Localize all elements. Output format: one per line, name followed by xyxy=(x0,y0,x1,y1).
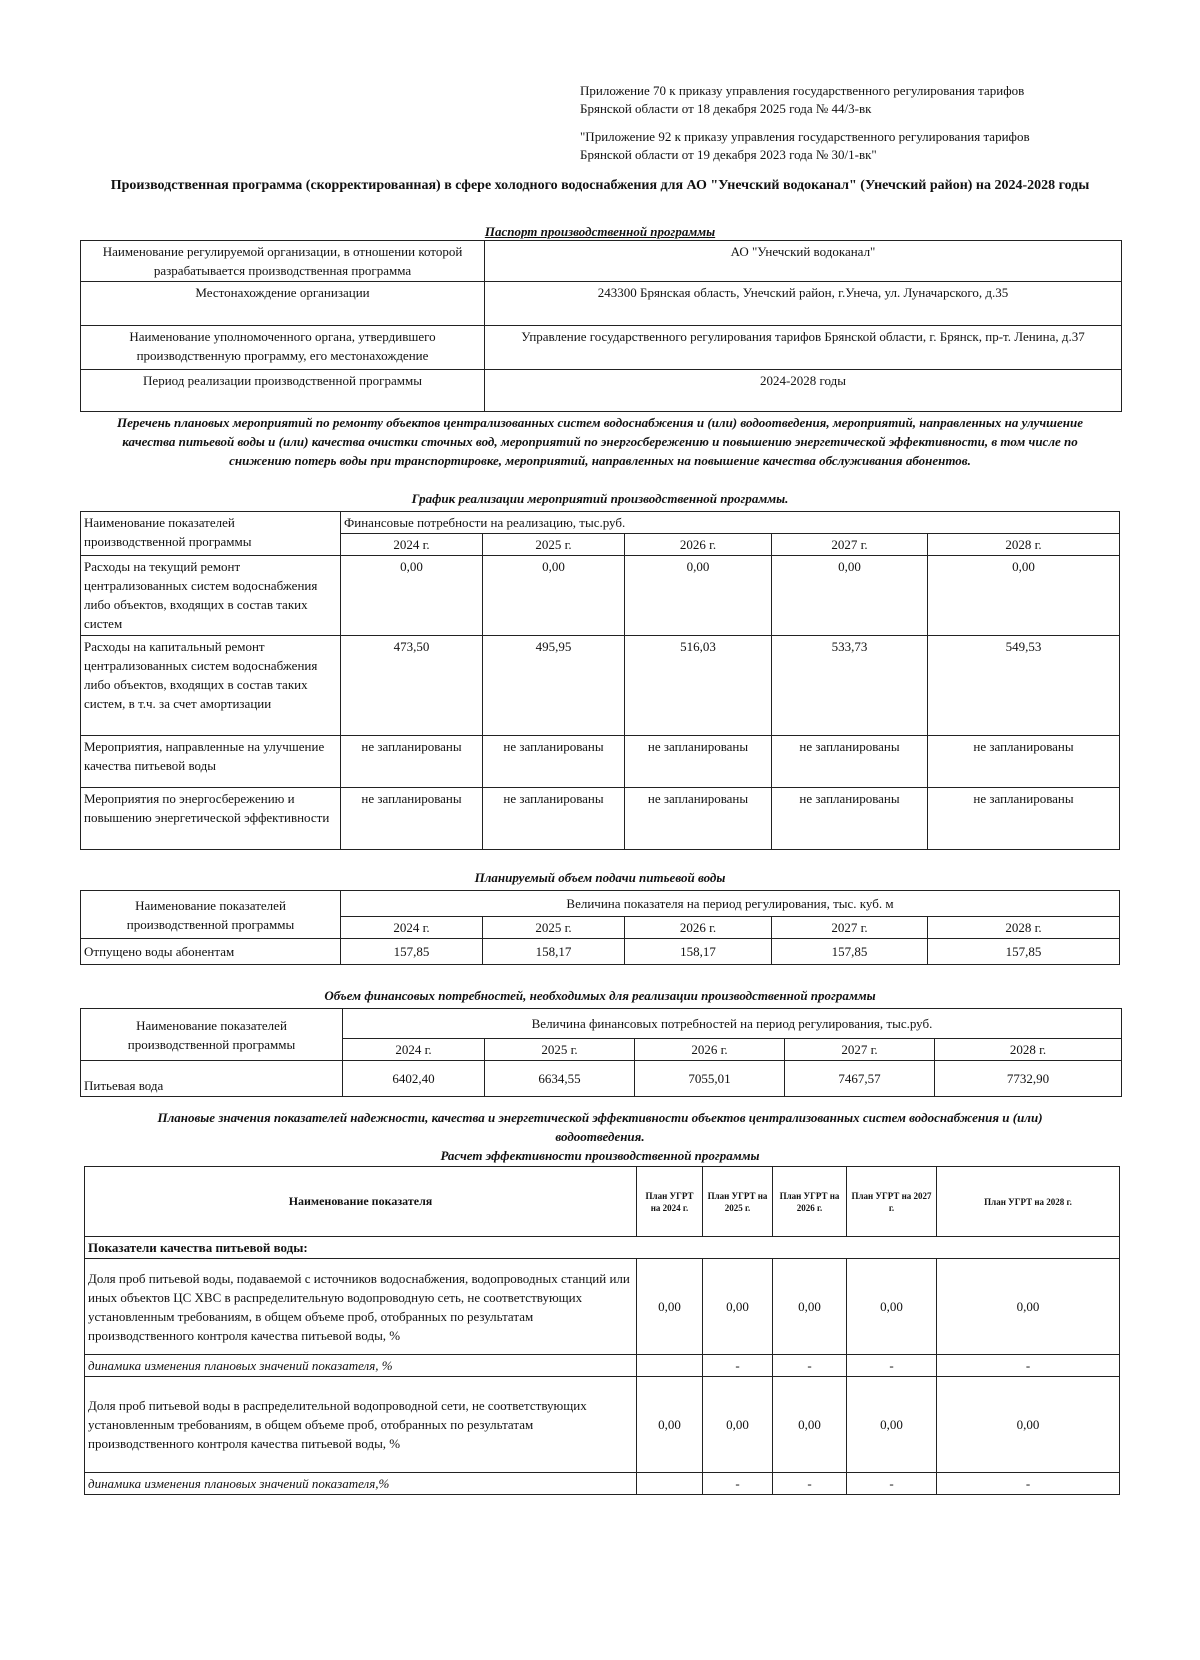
year-header: 2028 г. xyxy=(935,1039,1122,1061)
measures-table xyxy=(80,511,1120,850)
cell-value: 533,73 xyxy=(772,636,928,736)
row-label: динамика изменения плановых значений показателя, % xyxy=(85,1355,637,1377)
cell-value: 6634,55 xyxy=(485,1061,635,1097)
cell-value: не запланированы xyxy=(772,788,928,850)
document-title: Производственная программа (скорректированная) в сфере холодного водоснабжения для АО "Унечский водоканал" (Унечский район) на 2024-2028 годы xyxy=(110,178,1090,193)
passport-value: Управление государственного регулирования тарифов Брянской области, г. Брянск, пр-т. Ленина, д.37 xyxy=(485,326,1122,370)
cell-value: - xyxy=(703,1473,773,1495)
cell-value: - xyxy=(703,1355,773,1377)
cell-value: не запланированы xyxy=(928,788,1120,850)
cell-value: не запланированы xyxy=(483,788,625,850)
measures-subcaption: График реализации мероприятий производственной программы. xyxy=(411,491,789,506)
table-row xyxy=(85,1473,1120,1495)
cell-value: 516,03 xyxy=(625,636,772,736)
cell-value: 7467,57 xyxy=(785,1061,935,1097)
table-row xyxy=(81,1061,1122,1097)
passport-label: Наименование регулируемой организации, в отношении которой разрабатывается производственная программа xyxy=(81,241,485,282)
cell-value: 158,17 xyxy=(483,939,625,965)
efficiency-caption: Плановые значения показателей надежности, качества и энергетической эффективности объектов централизованных систем водоснабжения и (или) водоотведения. xyxy=(157,1110,1043,1144)
passport-label: Период реализации производственной программы xyxy=(81,370,485,412)
passport-value: 2024-2028 годы xyxy=(485,370,1122,412)
passport-table xyxy=(80,240,1122,412)
measures-caption: Перечень плановых мероприятий по ремонту объектов централизованных систем водоснабжения и (или) водоотведения, мероприятий, направленных на улучшение качества питьевой воды и (или) качества очистки сточных вод, мероприятий по энергосбережению и повышению энергетической эффективности, в том числе по снижению потерь воды при транспортировке, мероприятий, направленных на повышение качества обслуживания абонентов. xyxy=(117,415,1083,468)
cell-value: не запланированы xyxy=(625,788,772,850)
passport-value: АО "Унечский водоканал" xyxy=(485,241,1122,282)
year-header: 2026 г. xyxy=(635,1039,785,1061)
cell-value: 0,00 xyxy=(703,1259,773,1355)
column-header: Наименование показателей производственной программы xyxy=(81,1009,343,1061)
table-row xyxy=(85,1377,1120,1473)
cell-value: 473,50 xyxy=(341,636,483,736)
cell-value: 0,00 xyxy=(637,1259,703,1355)
cell-value: 7732,90 xyxy=(935,1061,1122,1097)
cell-value: не запланированы xyxy=(341,788,483,850)
table-row xyxy=(81,512,1120,534)
cell-value: 0,00 xyxy=(847,1377,937,1473)
table-row xyxy=(81,736,1120,788)
table-row xyxy=(85,1259,1120,1355)
cell-value: 0,00 xyxy=(341,556,483,636)
cell-value: - xyxy=(773,1355,847,1377)
cell-value: 0,00 xyxy=(937,1259,1120,1355)
cell-value: не запланированы xyxy=(341,736,483,788)
cell-value: не запланированы xyxy=(625,736,772,788)
cell-value xyxy=(637,1473,703,1495)
efficiency-subcaption: Расчет эффективности производственной программы xyxy=(440,1148,760,1163)
cell-value: 157,85 xyxy=(928,939,1120,965)
year-header: 2026 г. xyxy=(625,534,772,556)
table-row xyxy=(81,1009,1122,1039)
cell-value: 0,00 xyxy=(773,1377,847,1473)
cell-value: - xyxy=(773,1473,847,1495)
header-line: "Приложение 92 к приказу управления государственного регулирования тарифов xyxy=(580,129,1030,144)
table-row xyxy=(85,1237,1120,1259)
cell-value: 7055,01 xyxy=(635,1061,785,1097)
row-label: динамика изменения плановых значений показателя,% xyxy=(85,1473,637,1495)
plan-header: План УГРТ на 2028 г. xyxy=(937,1167,1120,1237)
cell-value: - xyxy=(847,1355,937,1377)
volume-caption: Планируемый объем подачи питьевой воды xyxy=(474,870,726,885)
passport-label: Наименование уполномоченного органа, утвердившего производственную программу, его местонахождение xyxy=(81,326,485,370)
row-label: Мероприятия, направленные на улучшение качества питьевой воды xyxy=(81,736,341,788)
table-row xyxy=(81,326,1122,370)
row-label: Расходы на капитальный ремонт централизованных систем водоснабжения либо объектов, входящих в состав таких систем, в т.ч. за счет амортизации xyxy=(81,636,341,736)
cell-value: 549,53 xyxy=(928,636,1120,736)
cell-value: 6402,40 xyxy=(343,1061,485,1097)
year-header: 2025 г. xyxy=(485,1039,635,1061)
plan-header: План УГРТ на 2026 г. xyxy=(773,1167,847,1237)
cell-value: 0,00 xyxy=(625,556,772,636)
group-header: Величина финансовых потребностей на период регулирования, тыс.руб. xyxy=(343,1009,1122,1039)
cell-value: не запланированы xyxy=(772,736,928,788)
table-row xyxy=(85,1355,1120,1377)
year-header: 2026 г. xyxy=(625,917,772,939)
finance-table xyxy=(80,1008,1122,1097)
row-label: Доля проб питьевой воды, подаваемой с источников водоснабжения, водопроводных станций или иных объектов ЦС ХВС в распределительную водопроводную сеть, не соответствующих установленным требованиям, в общем объеме проб, отобранных по результатам производственного контроля качества питьевой воды, % xyxy=(85,1259,637,1355)
cell-value: 0,00 xyxy=(703,1377,773,1473)
row-label: Доля проб питьевой воды в распределительной водопроводной сети, не соответствующих установленным требованиям, в общем объеме проб, отобранных по результатам производственного контроля качества питьевой воды, % xyxy=(85,1377,637,1473)
section-header: Показатели качества питьевой воды: xyxy=(85,1237,1120,1259)
cell-value: не запланированы xyxy=(928,736,1120,788)
passport-value: 243300 Брянская область, Унечский район, г.Унеча, ул. Луначарского, д.35 xyxy=(485,282,1122,326)
header-line: Приложение 70 к приказу управления государственного регулирования тарифов xyxy=(580,83,1025,98)
header-line: Брянской области от 18 декабря 2025 года № 44/3-вк xyxy=(580,101,872,116)
cell-value: 0,00 xyxy=(928,556,1120,636)
year-header: 2025 г. xyxy=(483,917,625,939)
cell-value: - xyxy=(847,1473,937,1495)
volume-table xyxy=(80,890,1120,965)
table-row xyxy=(81,370,1122,412)
cell-value: 0,00 xyxy=(483,556,625,636)
year-header: 2024 г. xyxy=(343,1039,485,1061)
cell-value xyxy=(637,1355,703,1377)
cell-value: 158,17 xyxy=(625,939,772,965)
finance-caption: Объем финансовых потребностей, необходимых для реализации производственной программы xyxy=(324,988,876,1003)
row-label: Расходы на текущий ремонт централизованных систем водоснабжения либо объектов, входящих в состав таких систем xyxy=(81,556,341,636)
table-row xyxy=(81,636,1120,736)
efficiency-table xyxy=(84,1166,1120,1495)
passport-label: Местонахождение организации xyxy=(81,282,485,326)
year-header: 2025 г. xyxy=(483,534,625,556)
column-header: Наименование показателей производственной программы xyxy=(81,512,341,556)
cell-value: 157,85 xyxy=(772,939,928,965)
year-header: 2027 г. xyxy=(785,1039,935,1061)
passport-caption: Паспорт производственной программы xyxy=(484,224,716,239)
table-row xyxy=(81,939,1120,965)
cell-value: - xyxy=(937,1355,1120,1377)
cell-value: 157,85 xyxy=(341,939,483,965)
column-header: Наименование показателя xyxy=(85,1167,637,1237)
table-row xyxy=(81,556,1120,636)
cell-value: 0,00 xyxy=(937,1377,1120,1473)
table-row xyxy=(81,788,1120,850)
cell-value: 0,00 xyxy=(637,1377,703,1473)
header-ref-2 xyxy=(580,128,1030,164)
group-header: Финансовые потребности на реализацию, тыс.руб. xyxy=(341,512,1120,534)
group-header: Величина показателя на период регулирования, тыс. куб. м xyxy=(341,891,1120,917)
cell-value: не запланированы xyxy=(483,736,625,788)
plan-header: План УГРТ на 2024 г. xyxy=(637,1167,703,1237)
year-header: 2027 г. xyxy=(772,917,928,939)
plan-header: План УГРТ на 2027 г. xyxy=(847,1167,937,1237)
plan-header: План УГРТ на 2025 г. xyxy=(703,1167,773,1237)
year-header: 2024 г. xyxy=(341,917,483,939)
table-row xyxy=(81,241,1122,282)
cell-value: 0,00 xyxy=(847,1259,937,1355)
column-header: Наименование показателей производственной программы xyxy=(81,891,341,939)
year-header: 2024 г. xyxy=(341,534,483,556)
header-ref-1 xyxy=(580,82,1024,118)
table-row xyxy=(81,282,1122,326)
cell-value: 0,00 xyxy=(772,556,928,636)
table-row xyxy=(85,1167,1120,1237)
row-label: Питьевая вода xyxy=(81,1061,343,1097)
row-label: Отпущено воды абонентам xyxy=(81,939,341,965)
table-row xyxy=(81,891,1120,917)
row-label: Мероприятия по энергосбережению и повышению энергетической эффективности xyxy=(81,788,341,850)
cell-value: 495,95 xyxy=(483,636,625,736)
year-header: 2028 г. xyxy=(928,534,1120,556)
cell-value: - xyxy=(937,1473,1120,1495)
header-line: Брянской области от 19 декабря 2023 года № 30/1-вк" xyxy=(580,147,877,162)
year-header: 2028 г. xyxy=(928,917,1120,939)
year-header: 2027 г. xyxy=(772,534,928,556)
cell-value: 0,00 xyxy=(773,1259,847,1355)
